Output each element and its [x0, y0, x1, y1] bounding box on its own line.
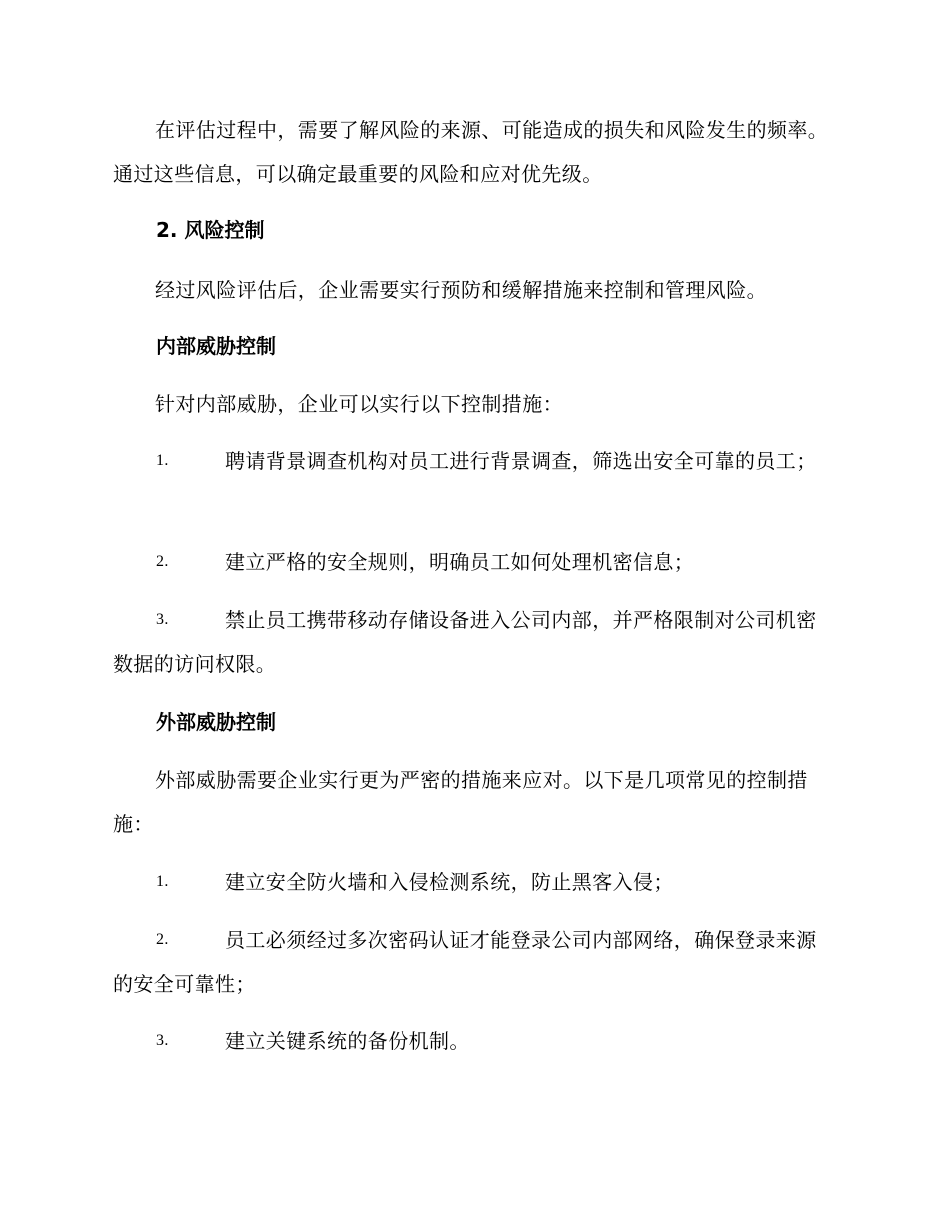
external-threat-heading: 外部威胁控制 [156, 710, 276, 734]
list-item-number: 2. [156, 931, 169, 948]
list-item-number: 1. [156, 452, 169, 469]
internal-threat-intro: 针对内部威胁，企业可以实行以下控制措施： [155, 392, 563, 416]
list-item [113, 439, 833, 483]
list-item-number: 3. [156, 1032, 169, 1049]
intro-paragraph: 在评估过程中，需要了解风险的来源、可能造成的损失和风险发生的频率。通过这些信息，可以确定最重要的风险和应对优先级。 [113, 118, 829, 186]
external-threat-intro: 外部威胁需要企业实行更为严密的措施来应对。以下是几项常见的控制措施： [113, 768, 808, 836]
list-item [113, 918, 833, 1006]
list-item-text: 建立严格的安全规则，明确员工如何处理机密信息； [225, 550, 695, 574]
list-item-number: 2. [156, 553, 169, 570]
list-item [113, 598, 833, 686]
section-heading: 2. 风险控制 [156, 218, 265, 242]
list-item [113, 540, 833, 584]
list-item-text: 建立安全防火墙和入侵检测系统，防止黑客入侵； [225, 870, 674, 894]
list-item-number: 3. [156, 611, 169, 628]
list-item-text: 聘请背景调查机构对员工进行背景调查，筛选出安全可靠的员工； [225, 449, 817, 473]
internal-threat-heading: 内部威胁控制 [156, 334, 276, 358]
section-paragraph: 经过风险评估后，企业需要实行预防和缓解措施来控制和管理风险。 [155, 278, 767, 302]
list-item-text: 员工必须经过多次密码认证才能登录公司内部网络，确保登录来源的安全可靠性； [113, 928, 817, 996]
list-item [113, 1019, 833, 1063]
list-item-number: 1. [156, 873, 169, 890]
list-item-text: 建立关键系统的备份机制。 [225, 1029, 470, 1053]
list-item-text: 禁止员工携带移动存储设备进入公司内部，并严格限制对公司机密数据的访问权限。 [113, 608, 817, 676]
list-item [113, 860, 833, 904]
